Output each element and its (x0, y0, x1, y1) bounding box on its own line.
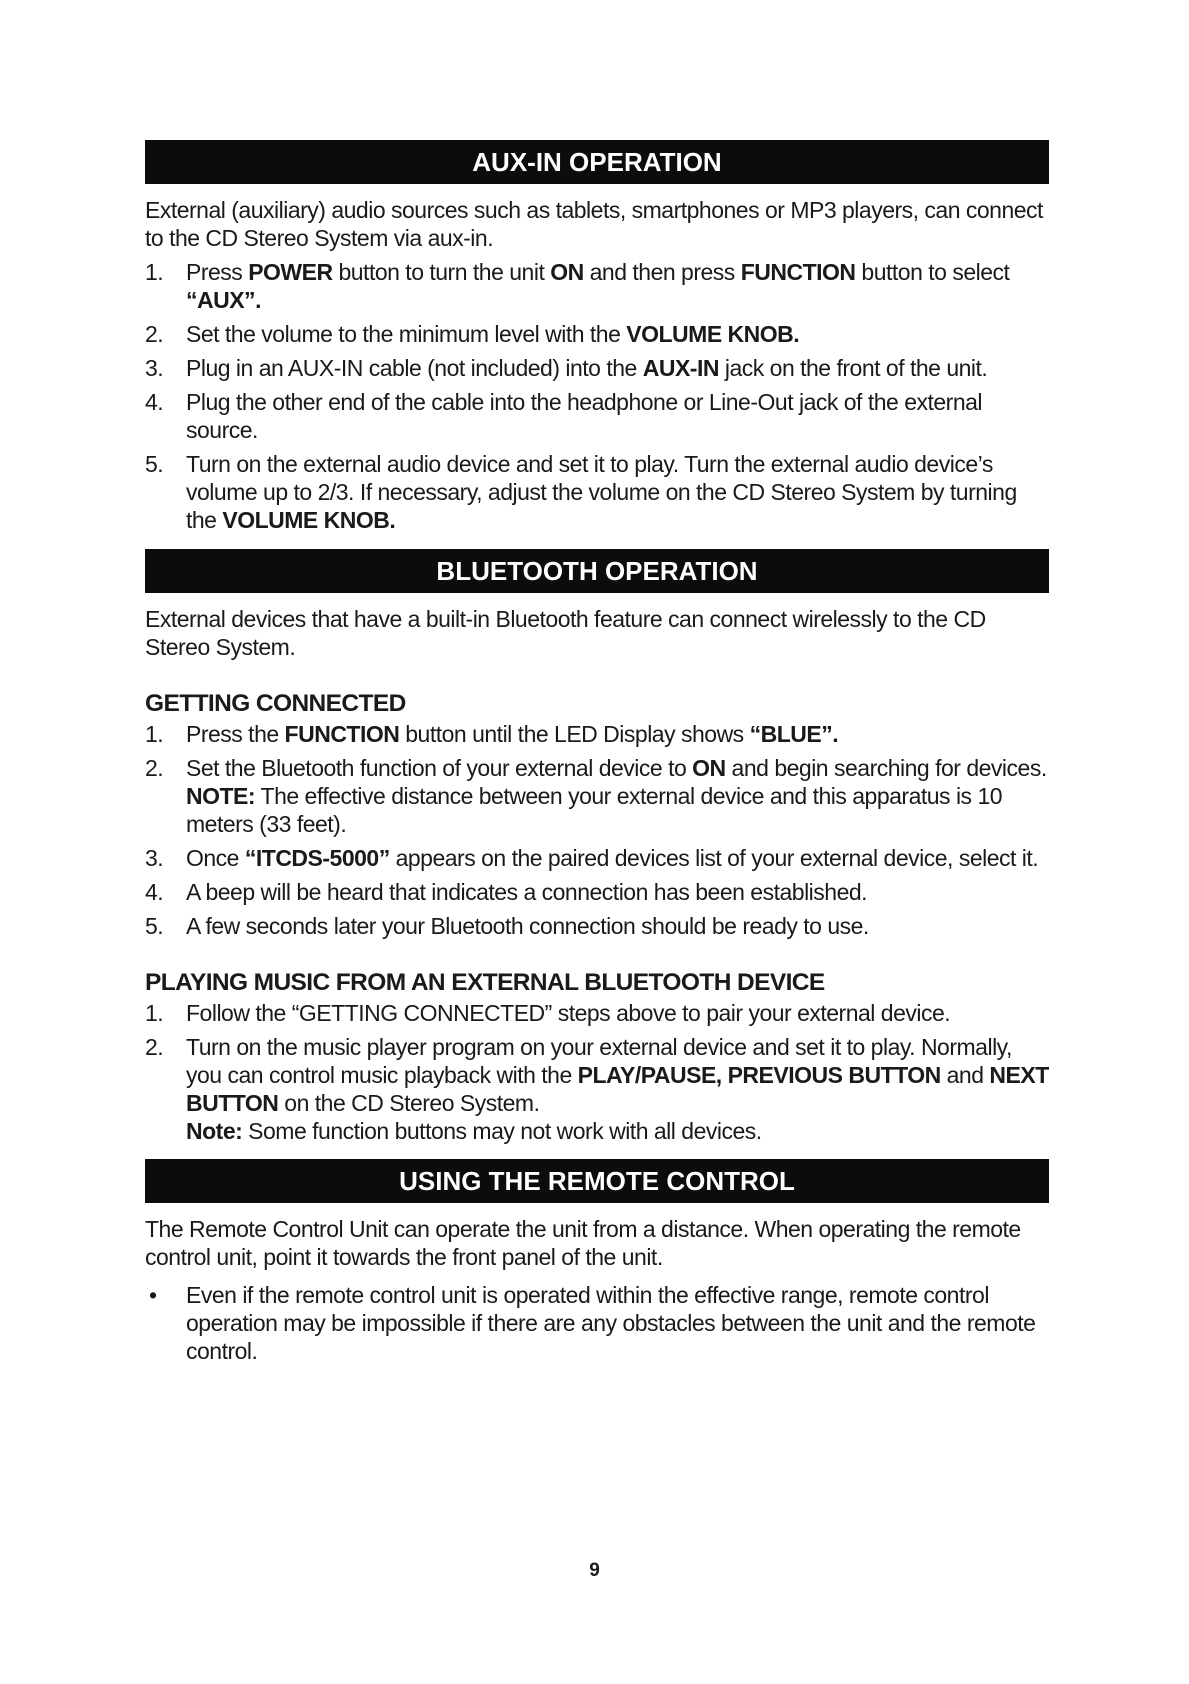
step-text: jack on the front of the unit. (718, 355, 988, 381)
step-text: button to turn the unit (332, 259, 551, 285)
step-number: 1. (145, 1000, 164, 1026)
step-text: Press (186, 259, 249, 285)
step-text: and then press (583, 259, 741, 285)
step-text: button to select (855, 259, 1010, 285)
aux-in-section-banner: AUX-IN OPERATION (145, 140, 1049, 184)
step-emphasis: FUNCTION (284, 721, 400, 747)
step-text: . (255, 287, 261, 313)
step-emphasis: ON (550, 259, 584, 285)
playing-music-steps (145, 999, 1049, 1145)
remote-control-section-banner: USING THE REMOTE CONTROL (145, 1159, 1049, 1203)
list-item (145, 354, 1049, 382)
step-number: 1. (145, 721, 164, 747)
step-emphasis: PLAY/PAUSE, PREVIOUS BUTTON (577, 1062, 941, 1088)
step-number: 5. (145, 913, 164, 939)
step-emphasis: “ITCDS-5000” (244, 845, 390, 871)
step-text: . (832, 721, 839, 747)
step-text: Plug in an AUX-IN cable (not included) into the (186, 355, 643, 381)
step-text: button until the LED Display shows (399, 721, 750, 747)
step-emphasis: VOLUME KNOB (222, 507, 390, 533)
step-text: Set the volume to the minimum level with the (186, 321, 627, 347)
note-text: Some function buttons may not work with all devices. (242, 1118, 762, 1144)
getting-connected-steps (145, 720, 1049, 940)
step-text: Turn on the external audio device and set it to play. Turn the external audio device’s volume up to 2/3. If necessary, adjust the volume on the CD Stereo System by turning the (186, 451, 1017, 533)
step-text: Plug the other end of the cable into the headphone or Line-Out jack of the external source. (186, 389, 983, 443)
list-item (145, 258, 1049, 314)
step-emphasis: VOLUME KNOB (626, 321, 794, 347)
step-emphasis: “BLUE” (749, 721, 833, 747)
note-label: NOTE: (186, 783, 256, 809)
step-emphasis: “AUX” (186, 287, 256, 313)
step-text: on the CD Stereo System. (278, 1090, 540, 1116)
step-number: 2. (145, 755, 164, 781)
step-emphasis: FUNCTION (740, 259, 856, 285)
step-emphasis: AUX-IN (642, 355, 719, 381)
step-text: A few seconds later your Bluetooth connection should be ready to use. (186, 913, 869, 939)
remote-control-bullets (145, 1281, 1049, 1365)
step-emphasis: POWER (248, 259, 333, 285)
remote-control-intro: The Remote Control Unit can operate the unit from a distance. When operating the remote control unit, point it towards the front panel of the unit. (145, 1216, 1021, 1270)
playing-music-heading: PLAYING MUSIC FROM AN EXTERNAL BLUETOOTH DEVICE (145, 969, 825, 996)
step-text: A beep will be heard that indicates a connection has been established. (186, 879, 868, 905)
step-number: 4. (145, 389, 164, 415)
bluetooth-intro: External devices that have a built-in Bluetooth feature can connect wirelessly to the CD Stereo System. (145, 606, 986, 660)
step-text: Once (186, 845, 245, 871)
step-number: 2. (145, 321, 164, 347)
list-item (145, 999, 1049, 1027)
bullet-text: Even if the remote control unit is operated within the effective range, remote control operation may be impossible if there are any obstacles between the unit and the remote control. (186, 1282, 1036, 1364)
list-item (145, 720, 1049, 748)
bullet-icon: • (149, 1282, 157, 1308)
step-text: and (940, 1062, 990, 1088)
step-number: 1. (145, 259, 164, 285)
bluetooth-section-banner: BLUETOOTH OPERATION (145, 549, 1049, 593)
step-text: Press the (186, 721, 285, 747)
page-number: 9 (589, 1560, 600, 1581)
step-text: appears on the paired devices list of your external device, select it. (389, 845, 1039, 871)
note-text: The effective distance between your external device and this apparatus is 10 meters (33 feet). (186, 783, 1003, 837)
list-item (145, 450, 1049, 534)
step-text: . (793, 321, 800, 347)
step-emphasis: NEXT BUTTON (186, 1062, 1049, 1116)
list-item (145, 754, 1049, 838)
aux-in-intro: External (auxiliary) audio sources such as tablets, smartphones or MP3 players, can connect to the CD Stereo System via aux-in. (145, 197, 1043, 251)
step-text: Turn on the music player program on your external device and set it to play. Normally, you can control music playback with the (186, 1034, 1012, 1088)
step-text: and begin searching for devices. (725, 755, 1047, 781)
step-text: Follow the “GETTING CONNECTED” steps above to pair your external device. (186, 1000, 951, 1026)
list-item (145, 912, 1049, 940)
note-label: Note: (186, 1118, 243, 1144)
list-item (145, 844, 1049, 872)
list-item (145, 1281, 1049, 1365)
list-item (145, 388, 1049, 444)
step-number: 3. (145, 355, 164, 381)
list-item (145, 878, 1049, 906)
getting-connected-heading: GETTING CONNECTED (145, 690, 406, 717)
step-number: 2. (145, 1034, 164, 1060)
step-number: 5. (145, 451, 164, 477)
step-number: 3. (145, 845, 164, 871)
list-item (145, 1033, 1049, 1145)
step-text: . (389, 507, 396, 533)
step-emphasis: ON (692, 755, 726, 781)
list-item (145, 320, 1049, 348)
page-content (145, 140, 1049, 1365)
aux-in-steps (145, 258, 1049, 534)
step-number: 4. (145, 879, 164, 905)
step-text: Set the Bluetooth function of your external device to (186, 755, 693, 781)
